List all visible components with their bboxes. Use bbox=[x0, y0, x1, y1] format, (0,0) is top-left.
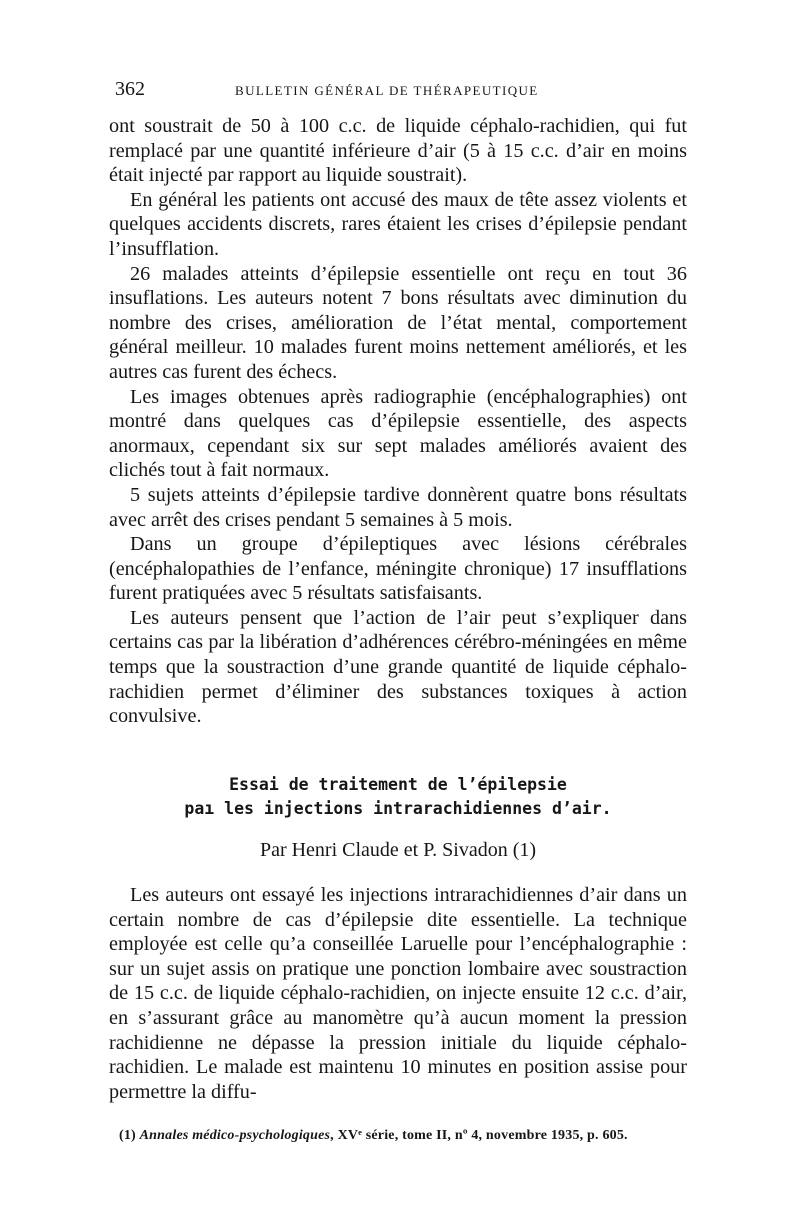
paragraph: Les auteurs pensent que l’action de l’air peut s’expliquer dans certains cas par la libération d’adhérences cérébro-méningées en même temps que la soustraction d’une grande quantité de liquide céphalo-rachidien permet d’éliminer des substances toxiques à action convulsive. bbox=[109, 606, 687, 728]
paragraph: ont soustrait de 50 à 100 c.c. de liquide céphalo-rachidien, qui fut remplacé par une quantité inférieure d’air (5 à 15 c.c. d’air en moins était injecté par rapport au liquide soustrait). bbox=[109, 115, 687, 187]
article-authors: Par Henri Claude et P. Sivadon (1) bbox=[259, 839, 537, 861]
previous-article-continuation bbox=[109, 114, 687, 729]
article-title-line: Essai de traitement de l’épilepsie bbox=[229, 775, 567, 794]
footnote-details: , XVᵉ série, tome II, nº 4, novembre 1935, p. 605. bbox=[330, 1128, 628, 1143]
paragraph: En général les patients ont accusé des maux de tête assez violents et quelques accidents discrets, rares étaient les crises d’épilepsie pendant l’insufflation. bbox=[109, 188, 687, 260]
footnote-journal: Annales médico-psychologiques bbox=[139, 1128, 331, 1143]
page-header bbox=[115, 78, 688, 102]
paragraph: Les auteurs ont essayé les injections intrarachidiennes d’air dans un certain nombre de cas d’épilepsie dite essentielle. La technique employée est celle qu’a conseillée Laruelle pour l’encéphalographie : sur un sujet assis on pratique une ponction lombaire avec soustraction de 15 c.c. de liquide céphalo-rachidien, on injecte ensuite 12 c.c. d’air, en s’assurant grâce au manomètre qu’à aucun moment la pression rachidienne ne dépasse la pression initiale du liquide céphalo-rachidien. Le malade est maintenu 10 minutes en position assise pour permettre la diffu- bbox=[109, 884, 687, 1103]
article-title-line: paı les injections intrarachidiennes d’air. bbox=[184, 799, 612, 818]
paragraph: Les images obtenues après radiographie (encéphalographies) ont montré dans quelques cas d’épilepsie essentielle, des aspects anormaux, cependant six sur sept malades améliorés avaient des clichés tout à fait normaux. bbox=[109, 385, 687, 482]
running-title: BULLETIN GÉNÉRAL DE THÉRAPEUTIQUE bbox=[235, 83, 539, 98]
paragraph: 5 sujets atteints d’épilepsie tardive donnèrent quatre bons résultats avec arrêt des crises pendant 5 semaines à 5 mois. bbox=[109, 483, 687, 531]
footnote-marker: (1) bbox=[119, 1128, 136, 1143]
footnote bbox=[119, 1128, 689, 1144]
paragraph: Dans un groupe d’épileptiques avec lésions cérébrales (encéphalopathies de l’enfance, méningite chronique) 17 insufflations furent pratiquées avec 5 résultats satisfaisants. bbox=[109, 533, 687, 605]
page-number: 362 bbox=[115, 78, 145, 100]
article-body bbox=[109, 883, 687, 1104]
article-title bbox=[109, 773, 687, 821]
paragraph: 26 malades atteints d’épilepsie essentielle ont reçu en tout 36 insuflations. Les auteurs notent 7 bons résultats avec diminution du nombre des crises, amélioration de l’état mental, comportement général meilleur. 10 malades furent moins nettement améliorés, et les autres cas furent des échecs. bbox=[109, 262, 687, 383]
